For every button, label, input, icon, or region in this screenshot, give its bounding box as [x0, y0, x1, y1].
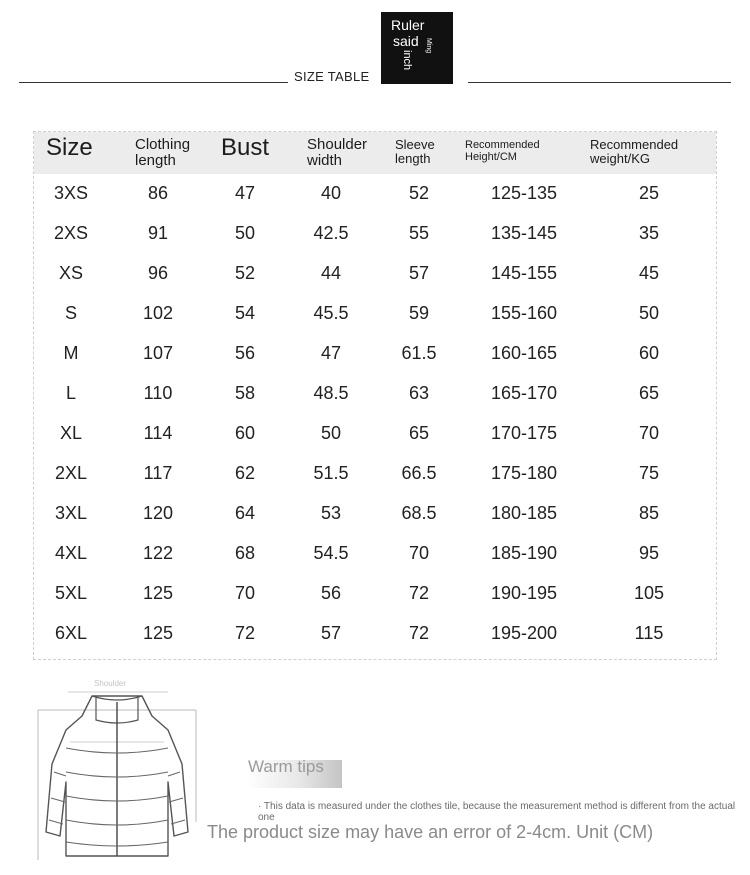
cell-clothing-length: 120	[142, 503, 174, 523]
page-title: SIZE TABLE	[294, 69, 370, 84]
table-row	[34, 333, 716, 373]
cell-bust: 70	[234, 583, 256, 603]
table-row	[34, 293, 716, 333]
cell-sleeve-length: 70	[408, 543, 430, 563]
cell-recommended-weight: 65	[638, 383, 660, 403]
table-row	[34, 373, 716, 413]
cell-recommended-height: 180-185	[490, 503, 558, 523]
cell-recommended-weight: 75	[638, 463, 660, 483]
cell-size: S	[64, 303, 77, 323]
cell-sleeve-length: 72	[408, 583, 430, 603]
brand-logo	[381, 12, 453, 84]
cell-bust: 47	[234, 183, 256, 203]
cell-sleeve-length: 61.5	[401, 343, 437, 363]
cell-recommended-weight: 60	[638, 343, 660, 363]
cell-size: 2XS	[53, 223, 89, 243]
cell-shoulder-width: 48.5	[313, 383, 349, 403]
cell-shoulder-width: 56	[320, 583, 342, 603]
title-rule-left	[19, 82, 288, 83]
cell-bust: 50	[234, 223, 256, 243]
cell-shoulder-width: 45.5	[313, 303, 349, 323]
cell-clothing-length: 107	[142, 343, 174, 363]
table-row	[34, 213, 716, 253]
table-row	[34, 493, 716, 533]
cell-size: L	[65, 383, 76, 403]
cell-recommended-height: 170-175	[490, 423, 558, 443]
table-row	[34, 173, 716, 213]
cell-bust: 68	[234, 543, 256, 563]
cell-clothing-length: 122	[142, 543, 174, 563]
table-header	[34, 132, 716, 174]
table-row	[34, 613, 716, 653]
warm-tips-title: Warm tips	[248, 757, 324, 776]
cell-bust: 58	[234, 383, 256, 403]
table-row	[34, 413, 716, 453]
cell-recommended-height: 190-195	[490, 583, 558, 603]
cell-bust: 72	[234, 623, 256, 643]
error-note: The product size may have an error of 2-4cm. Unit (CM)	[207, 822, 654, 842]
cell-recommended-height: 165-170	[490, 383, 558, 403]
cell-sleeve-length: 65	[408, 423, 430, 443]
cell-shoulder-width: 47	[320, 343, 342, 363]
cell-recommended-weight: 35	[638, 223, 660, 243]
jacket-measurement-diagram	[18, 672, 218, 864]
cell-recommended-height: 175-180	[490, 463, 558, 483]
cell-sleeve-length: 55	[408, 223, 430, 243]
cell-bust: 62	[234, 463, 256, 483]
cell-recommended-height: 155-160	[490, 303, 558, 323]
cell-recommended-weight: 85	[638, 503, 660, 523]
cell-size: 2XL	[54, 463, 88, 483]
cell-sleeve-length: 59	[408, 303, 430, 323]
header-sleeve-length: Sleeve length	[395, 137, 435, 166]
table-row	[34, 573, 716, 613]
header-size: Size	[46, 134, 93, 161]
cell-sleeve-length: 57	[408, 263, 430, 283]
cell-clothing-length: 110	[143, 383, 173, 403]
cell-shoulder-width: 44	[320, 263, 342, 283]
cell-shoulder-width: 57	[320, 623, 342, 643]
cell-clothing-length: 102	[142, 303, 174, 323]
cell-sleeve-length: 63	[408, 383, 430, 403]
cell-bust: 56	[234, 343, 256, 363]
cell-recommended-height: 185-190	[490, 543, 558, 563]
cell-size: 3XL	[54, 503, 88, 523]
cell-size: 6XL	[54, 623, 88, 643]
header-shoulder-width: Shoulder width	[307, 136, 368, 169]
table-row	[34, 533, 716, 573]
header-recommended-height: Recommended Height/CM	[465, 139, 540, 163]
cell-recommended-weight: 25	[638, 183, 660, 203]
cell-bust: 60	[234, 423, 256, 443]
size-table	[33, 131, 717, 660]
header-recommended-weight: Recommended weight/KG	[590, 137, 679, 166]
cell-recommended-height: 135-145	[490, 223, 558, 243]
table-row	[34, 253, 716, 293]
cell-recommended-weight: 105	[633, 583, 665, 603]
cell-shoulder-width: 42.5	[313, 223, 349, 243]
cell-clothing-length: 86	[147, 183, 169, 203]
cell-sleeve-length: 52	[408, 183, 430, 203]
cell-recommended-weight: 45	[638, 263, 660, 283]
cell-shoulder-width: 40	[320, 183, 342, 203]
diagram-shoulder-label: Shoulder	[94, 679, 127, 688]
cell-size: 5XL	[54, 583, 88, 603]
cell-bust: 64	[234, 503, 256, 523]
cell-shoulder-width: 54.5	[313, 543, 349, 563]
measurement-note: · This data is measured under the clothes tile, because the measurement method is different from the actual one	[258, 801, 736, 823]
cell-clothing-length: 114	[143, 423, 173, 443]
cell-sleeve-length: 66.5	[401, 463, 437, 483]
cell-bust: 54	[234, 303, 256, 323]
cell-recommended-weight: 115	[634, 623, 664, 643]
cell-recommended-weight: 50	[638, 303, 660, 323]
cell-recommended-height: 125-135	[490, 183, 558, 203]
cell-clothing-length: 125	[142, 623, 174, 643]
logo-text-line1: Ruler	[391, 17, 425, 33]
cell-shoulder-width: 50	[320, 423, 342, 443]
logo-text-small: Ming	[425, 38, 432, 54]
cell-sleeve-length: 72	[408, 623, 430, 643]
cell-clothing-length: 96	[147, 263, 169, 283]
cell-size: XS	[58, 263, 83, 283]
cell-size: M	[63, 343, 79, 363]
cell-shoulder-width: 53	[320, 503, 342, 523]
logo-text-line2: said	[393, 33, 419, 49]
table-row	[34, 453, 716, 493]
cell-recommended-weight: 70	[638, 423, 660, 443]
cell-recommended-weight: 95	[638, 543, 660, 563]
cell-size: 3XS	[53, 183, 89, 203]
header-bust: Bust	[221, 134, 270, 161]
cell-shoulder-width: 51.5	[313, 463, 349, 483]
header-clothing-length: Clothing length	[135, 136, 191, 169]
cell-recommended-height: 160-165	[490, 343, 558, 363]
cell-clothing-length: 125	[142, 583, 174, 603]
cell-clothing-length: 117	[143, 463, 173, 483]
cell-size: 4XL	[54, 543, 88, 563]
cell-clothing-length: 91	[147, 223, 169, 243]
cell-bust: 52	[234, 263, 256, 283]
logo-text-vertical: inch	[401, 50, 413, 71]
cell-recommended-height: 145-155	[490, 263, 558, 283]
cell-size: XL	[59, 423, 83, 443]
title-rule-right	[468, 82, 731, 83]
cell-recommended-height: 195-200	[490, 623, 558, 643]
cell-sleeve-length: 68.5	[401, 503, 437, 523]
